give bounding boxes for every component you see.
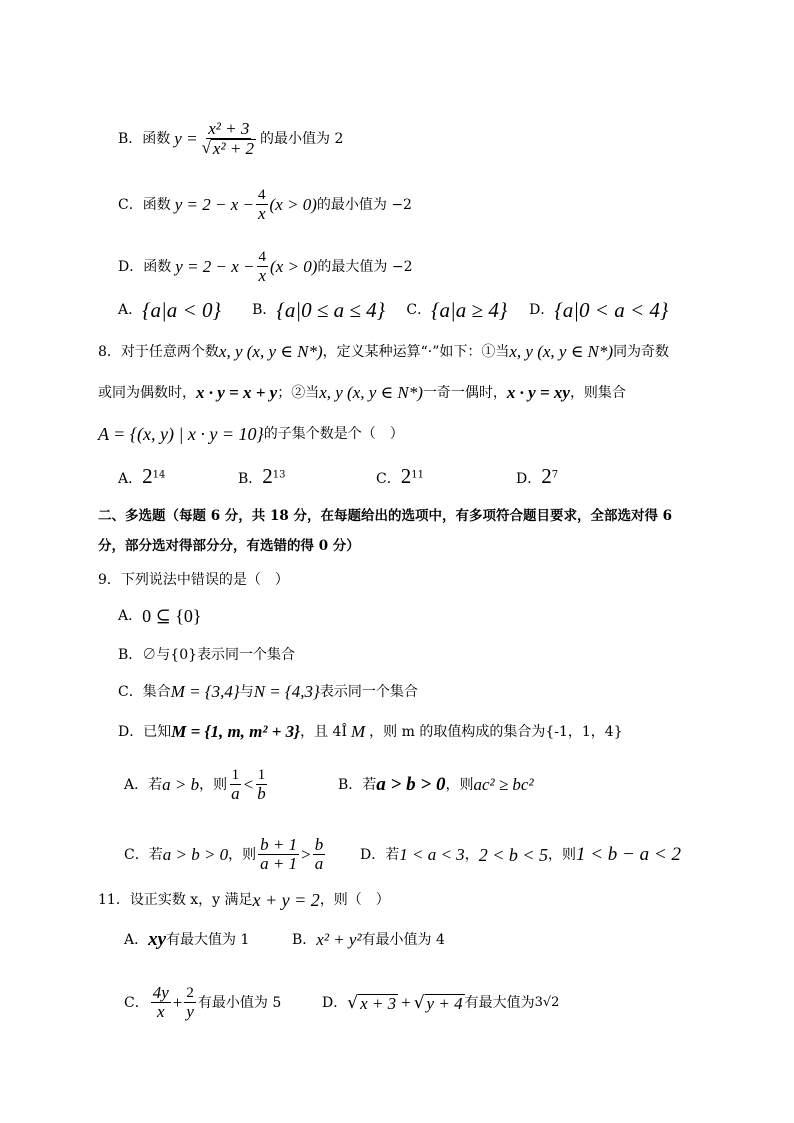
q11-stem: 11．设正实数 x，y 满足 x + y = 2 ，则（ ） bbox=[98, 890, 390, 910]
q7-c-label: C．函数 bbox=[118, 196, 171, 213]
q10-option-d: D．若 1 < a < 3 ， 2 < b < 5 ，则 1 < b − a < 2 bbox=[360, 843, 681, 865]
q8-line-2 bbox=[98, 383, 626, 403]
q8-text-5: ；②当 bbox=[277, 385, 320, 401]
q7-d-expr: y = 2 − x − bbox=[175, 256, 255, 276]
q11-option-b: B． x² + y² 有最小值为 4 bbox=[292, 930, 445, 949]
q8-text-3: 同为奇数 bbox=[613, 344, 670, 360]
q7-c-tail: 的最小值为 −2 bbox=[316, 196, 412, 213]
q8-opt-b: B．$2^{13}$ bbox=[238, 464, 286, 488]
q8-text-2: ，定义某种运算“·”如下：①当 bbox=[322, 344, 510, 360]
q8-math-3: x · y = x + y bbox=[196, 383, 278, 402]
q7-d-label: D．函数 bbox=[118, 258, 172, 275]
q11-row-1 bbox=[124, 930, 445, 950]
q8-text-4: 或同为偶数时， bbox=[98, 385, 196, 401]
q7-opt-b-label: B． bbox=[252, 302, 277, 318]
q9-option-a: A． 0 ⊆ {0} bbox=[118, 606, 202, 626]
q11-option-a: A． xy 有最大值为 1 bbox=[124, 929, 250, 950]
q8-line-3 bbox=[98, 424, 404, 444]
q7-c-fraction: $\frac{4}{x}$ bbox=[257, 187, 266, 223]
q9-option-c: C．集合 M = {3,4} 与 N = {4,3} 表示同一个集合 bbox=[118, 682, 418, 701]
q10-option-c: C．若 a > b > 0 ，则 $\frac{b + 1}{a + 1}$ > $\frac{b}{a}$ bbox=[124, 835, 324, 873]
q8-text-1: 8．对于任意两个数 bbox=[98, 344, 219, 360]
q7-b-lhs: y = bbox=[174, 129, 198, 148]
q8-math-4: x, y (x, y ∈ N*) bbox=[319, 383, 423, 402]
q7-opt-d-label: D． bbox=[529, 302, 555, 318]
q8-opt-d: D．$2^7$ bbox=[516, 464, 559, 488]
q9-option-d: D．已知 M = {1, m, m² + 3} ，且 4Î M ，则 m 的取值构成的集合为{-1，1，4} bbox=[118, 722, 623, 741]
q9-b-text: ∅与{0}表示同一个集合 bbox=[142, 647, 296, 663]
q10-row-2 bbox=[124, 836, 681, 873]
section-2-header-line-1: 二、多选题（每题 6 分，共 18 分，在每题给出的选项中，有多项符合题目要求，全部选对得 6 bbox=[98, 508, 673, 524]
q7-opt-a-label: A． bbox=[118, 302, 143, 318]
q9-a-expr: 0 ⊆ {0} bbox=[142, 606, 202, 626]
q9-d-m: M bbox=[351, 722, 366, 741]
q10-row-1 bbox=[124, 766, 534, 803]
q11-option-d: D． √ x + 3 + √ y + 4 有最大值为 3√2 bbox=[322, 992, 560, 1013]
q8-line-1 bbox=[98, 342, 669, 362]
q7-answer-options bbox=[118, 300, 668, 320]
q8-math-1: x, y (x, y ∈ N*) bbox=[218, 342, 323, 361]
q11-option-c: C． $\frac{4y}{x}$ + $\frac{2}{y}$ 有最小值为 5 bbox=[124, 983, 282, 1021]
q10-option-a: A．若 a > b ，则 $\frac{1}{a}$ < $\frac{1}{b}$ bbox=[124, 767, 266, 803]
q7-option-c bbox=[118, 186, 412, 223]
q7-b-denominator bbox=[200, 139, 258, 158]
q7-d-condition: (x > 0) bbox=[270, 256, 318, 276]
section-2-header-line-2: 分，部分选对得部分分，有选错的得 0 分） bbox=[98, 538, 360, 554]
q9-c-set-n: N = {4,3} bbox=[253, 682, 320, 701]
q7-opt-d: {a|0 < a < 4} bbox=[554, 298, 669, 322]
q7-opt-c: {a|a ≥ 4} bbox=[431, 298, 508, 322]
q7-opt-c-label: C． bbox=[406, 302, 432, 318]
q9-d-set-m: M = {1, m, m² + 3} bbox=[171, 722, 301, 741]
q8-text-7: ，则集合 bbox=[569, 385, 626, 401]
q9-option-b: B． ∅与{0}表示同一个集合 bbox=[118, 647, 296, 663]
q7-d-fraction: $\frac{4}{x}$ bbox=[258, 249, 267, 285]
q8-options bbox=[118, 466, 558, 489]
q8-text-8: 的子集个数是个（ ） bbox=[263, 426, 404, 442]
q7-d-tail: 的最大值为 −2 bbox=[317, 258, 413, 275]
q7-b-label: B．函数 bbox=[118, 131, 171, 147]
q8-opt-a: A．$2^{14}$ bbox=[118, 464, 166, 488]
q9-c-set-m: M = {3,4} bbox=[170, 682, 240, 701]
q7-b-tail: 的最小值为 2 bbox=[260, 131, 344, 147]
q7-opt-a: {a|a < 0} bbox=[142, 298, 221, 322]
q7-option-b bbox=[118, 120, 343, 158]
q8-text-6: 一奇一偶时， bbox=[422, 385, 507, 401]
q8-opt-c: C．$2^{11}$ bbox=[376, 464, 424, 488]
q7-b-sqrt: √ x² + 2 bbox=[201, 138, 255, 158]
q7-b-fraction bbox=[200, 120, 258, 158]
q11-constraint: x + y = 2 bbox=[252, 890, 320, 910]
q7-option-d bbox=[118, 248, 412, 285]
q10-option-b: B．若 a > b > 0 ，则 ac² ≥ bc² bbox=[338, 773, 534, 795]
q7-b-numerator: x² + 3 bbox=[208, 119, 250, 138]
q7-c-condition: (x > 0) bbox=[269, 194, 317, 214]
q8-math-2: x, y (x, y ∈ N*) bbox=[509, 342, 614, 361]
q9-stem: 9．下列说法中错误的是（ ） bbox=[98, 572, 289, 588]
q8-set-a: A = {(x, y) | x · y = 10} bbox=[98, 424, 264, 444]
q7-opt-b: {a|0 ≤ a ≤ 4} bbox=[276, 298, 386, 322]
q7-c-expr: y = 2 − x − bbox=[174, 194, 254, 214]
q8-math-5: x · y = xy bbox=[506, 383, 570, 402]
q11-row-2 bbox=[124, 984, 559, 1021]
